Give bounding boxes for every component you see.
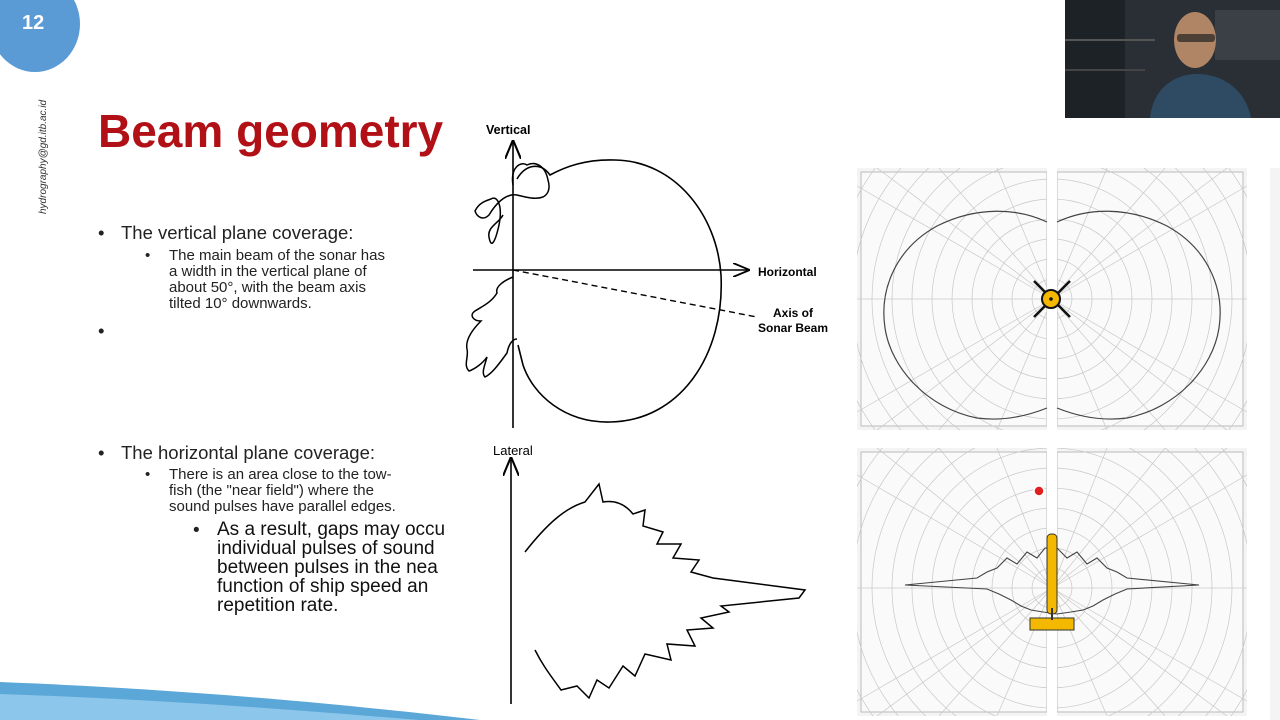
bullet-horizontal-sub [145,466,396,515]
slide-number: 12 [22,12,45,34]
bullet-vertical-heading [98,222,354,244]
bullet-vertical-sub [145,247,385,312]
bullet-dot: • [145,466,151,483]
laser-pointer [1034,486,1044,496]
vertical-beam-diagram [455,125,855,430]
bullet-dot: • [98,222,105,243]
horizontal-label: Horizontal [758,265,817,279]
bullet-line: As a result, gaps may occu [217,520,446,540]
slide-title: Beam geometry [98,105,444,157]
bullet-line: a width in the vertical plane of [169,263,367,280]
bullet-line: fish (the "near field") where the [169,482,374,499]
presenter-video-icon [1065,0,1280,118]
slide-number-badge [0,0,80,72]
bullet-line: repetition rate. [217,595,339,615]
side-lobes-upper [475,164,549,244]
footer-wave [0,660,820,720]
bullet-text: The horizontal plane coverage: [121,442,376,463]
bullet-horizontal-subsub [217,520,471,615]
bullet-horizontal-heading [98,442,376,464]
axis-label-line2: Sonar Beam [758,321,829,335]
bullet-line: between pulses in the nea [217,557,438,578]
polar-grid-bottom [857,448,1247,716]
bullet-dot: • [193,520,200,541]
bullet-line: about 50°, with the beam axis [169,279,366,296]
vertical-label: Vertical [486,125,531,137]
bullet-line: The main beam of the sonar has [169,247,385,264]
axis-label-line1: Axis of [773,306,814,320]
bullet-line: There is an area close to the tow- [169,466,392,483]
email-watermark: hydrography@gd.itb.ac.id [38,99,49,214]
lateral-label: Lateral [493,443,533,458]
bullet-line: individual pulses of sound [217,538,435,559]
bullet-dot: • [98,320,105,341]
bullet-line: sound pulses have parallel edges. [169,498,396,515]
polar-panel-top [857,168,1247,430]
bullet-line: function of ship speed an [217,576,429,597]
bullet-line: tilted 10° downwards. [169,295,312,312]
bullet-dot-3 [193,520,200,542]
main-lobe [517,160,721,422]
side-lobes-lower [466,277,517,377]
bullet-dot: • [145,247,151,264]
bullet-dot: • [98,442,105,463]
presenter-webcam [1065,0,1280,118]
polar-grid-top [857,168,1247,430]
right-edge-panel [1270,168,1280,720]
bullet-text: The vertical plane coverage: [121,222,354,243]
polar-panel-bottom [857,448,1247,716]
